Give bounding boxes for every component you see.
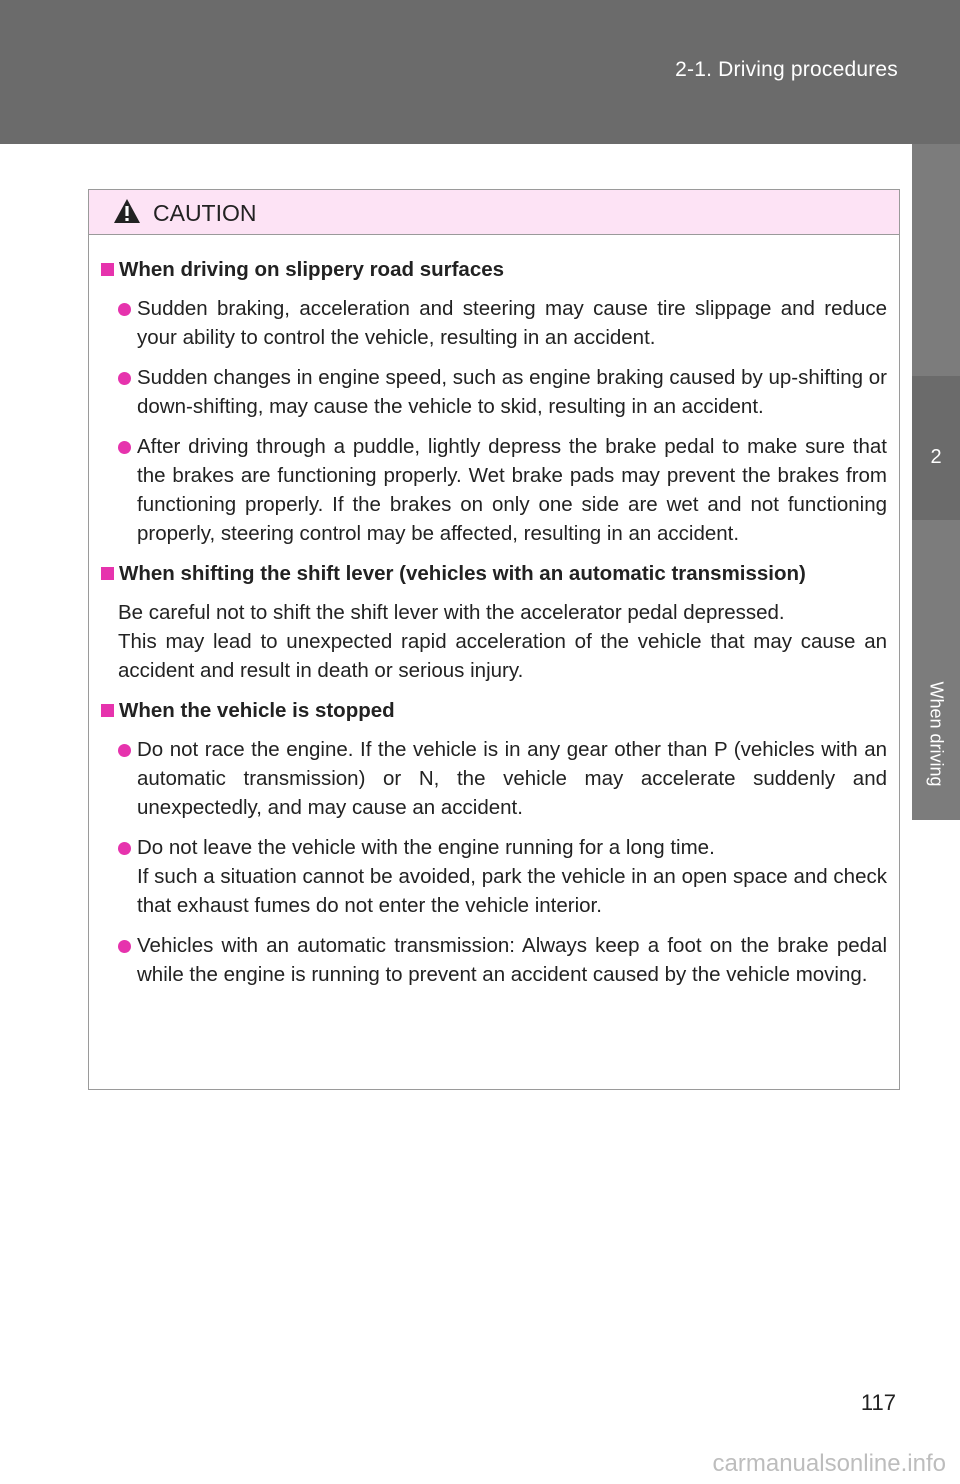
list-item [101, 931, 887, 989]
chapter-side-tab [912, 144, 960, 1484]
square-bullet-icon [101, 567, 114, 580]
header-band [0, 0, 960, 144]
list-item [101, 294, 887, 352]
list-item-text: After driving through a puddle, lightly depress the brake pedal to make sure that the brakes are functioning properly. Wet brake pads may prevent the brakes from functioning properly. If the brakes on only one side are wet and not functioning properly, steering control may be affected, resulting in an accident. [137, 435, 887, 545]
section-heading [101, 696, 887, 725]
chapter-label: When driving [926, 681, 947, 787]
list-item-text: Do not race the engine. If the vehicle is in any gear other than P (vehicles with an automatic transmission) or N, the vehicle may accelerate suddenly and unexpectedly, and may cause an accident. [137, 738, 887, 819]
side-tab-top [912, 144, 960, 376]
section-heading [101, 559, 887, 588]
list-item [101, 432, 887, 548]
caution-title: CAUTION [153, 200, 257, 226]
circle-bullet-icon [118, 441, 131, 454]
caution-header [89, 190, 899, 235]
watermark: carmanualsonline.info [712, 1450, 946, 1477]
circle-bullet-icon [118, 303, 131, 316]
section-title: 2-1. Driving procedures [675, 58, 898, 81]
chapter-number: 2 [930, 446, 942, 468]
list-item-text: Do not leave the vehicle with the engine running for a long time. [137, 836, 715, 859]
list-item-text: Sudden braking, acceleration and steering may cause tire slippage and reduce your ability to control the vehicle, resulting in an accident. [137, 297, 887, 349]
section-shift-lever [101, 559, 887, 685]
list-item-continuation: If such a situation cannot be avoided, park the vehicle in an open space and check that exhaust fumes do not enter the vehicle interior. [137, 865, 887, 917]
list-item-text: Vehicles with an automatic transmission: Always keep a foot on the brake pedal while the engine is running to prevent an accident caused by the vehicle moving. [137, 934, 887, 986]
section-slippery-roads [101, 255, 887, 548]
paragraph: Be careful not to shift the shift lever with the accelerator pedal depressed. [118, 601, 785, 624]
list-item-text: Sudden changes in engine speed, such as engine braking caused by up-shifting or down-shifting, may cause the vehicle to skid, resulting in an accident. [137, 366, 887, 418]
section-heading-text: When shifting the shift lever (vehicles with an automatic transmission) [119, 562, 806, 585]
paragraph: This may lead to unexpected rapid acceleration of the vehicle that may cause an accident and result in death or serious injury. [118, 630, 887, 682]
list-item [101, 735, 887, 822]
list-item [101, 363, 887, 421]
square-bullet-icon [101, 263, 114, 276]
circle-bullet-icon [118, 744, 131, 757]
section-heading-text: When driving on slippery road surfaces [119, 258, 505, 281]
page-number: 117 [860, 1390, 896, 1415]
section-vehicle-stopped [101, 696, 887, 989]
square-bullet-icon [101, 704, 114, 717]
warning-triangle-icon [113, 198, 141, 224]
circle-bullet-icon [118, 940, 131, 953]
circle-bullet-icon [118, 372, 131, 385]
list-item [101, 833, 887, 920]
caution-body [89, 235, 899, 989]
section-heading [101, 255, 887, 284]
circle-bullet-icon [118, 842, 131, 855]
section-heading-text: When the vehicle is stopped [119, 699, 395, 722]
caution-box [88, 189, 900, 1090]
